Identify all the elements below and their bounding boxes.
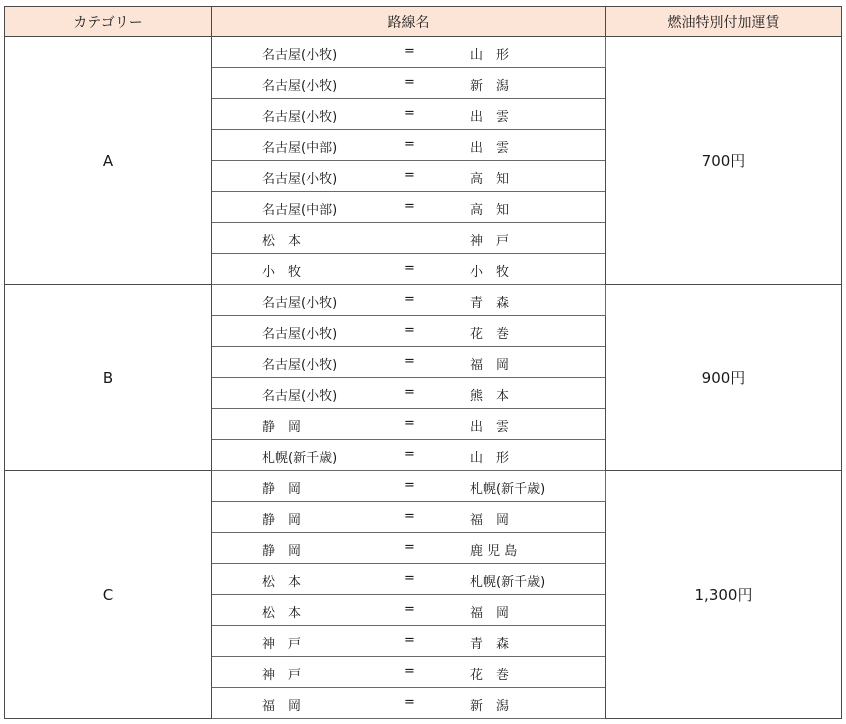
route-origin: 名古屋(小牧): [262, 110, 338, 125]
route-cell: [212, 440, 606, 471]
route-equals: =: [404, 168, 415, 183]
table-body: [5, 37, 842, 719]
route-cell: [212, 99, 606, 130]
route-cell: [212, 161, 606, 192]
route-cell: [212, 285, 606, 316]
route-cell: [212, 533, 606, 564]
route-origin: 神 戸: [262, 637, 302, 652]
route-cell: [212, 68, 606, 99]
route-cell: [212, 192, 606, 223]
route-destination: 出 雲: [470, 110, 510, 125]
header-surcharge: 燃油特別付加運賃: [606, 7, 842, 37]
route-origin: 静 岡: [262, 513, 302, 528]
route-destination: 花 巻: [470, 668, 510, 683]
fuel-surcharge-table: [4, 6, 842, 719]
route-destination: 小 牧: [470, 265, 510, 280]
route-equals: =: [404, 416, 415, 431]
route-origin: 名古屋(小牧): [262, 358, 338, 373]
route-origin: 名古屋(中部): [262, 203, 338, 218]
route-cell: [212, 254, 606, 285]
route-destination: 青 森: [470, 296, 510, 311]
route-equals: =: [404, 137, 415, 152]
route-origin: 名古屋(小牧): [262, 79, 338, 94]
route-cell: [212, 378, 606, 409]
route-destination: 新 潟: [470, 79, 510, 94]
route-origin: 名古屋(小牧): [262, 389, 338, 404]
route-destination: 出 雲: [470, 141, 510, 156]
route-origin: 名古屋(小牧): [262, 327, 338, 342]
route-cell: [212, 564, 606, 595]
header-category: カテゴリー: [5, 7, 212, 37]
route-origin: 静 岡: [262, 420, 302, 435]
route-destination: 鹿 児 島: [470, 544, 518, 559]
surcharge-cell: 700円: [606, 37, 842, 285]
route-origin: 名古屋(小牧): [262, 172, 338, 187]
route-cell: [212, 37, 606, 68]
route-equals: =: [404, 602, 415, 617]
route-equals: =: [404, 354, 415, 369]
route-cell: [212, 409, 606, 440]
route-cell: [212, 595, 606, 626]
route-equals: =: [404, 509, 415, 524]
route-destination: 熊 本: [470, 389, 510, 404]
header-route: 路線名: [212, 7, 606, 37]
route-cell: [212, 223, 606, 254]
route-equals: =: [404, 540, 415, 555]
route-destination: 福 岡: [470, 513, 510, 528]
route-cell: [212, 130, 606, 161]
route-equals: =: [404, 323, 415, 338]
route-destination: 山 形: [470, 48, 510, 63]
route-origin: 小 牧: [262, 265, 302, 280]
route-equals: =: [404, 571, 415, 586]
route-equals: =: [404, 44, 415, 59]
route-origin: 福 岡: [262, 699, 302, 714]
route-destination: 青 森: [470, 637, 510, 652]
table-row: [5, 37, 842, 68]
route-cell: [212, 471, 606, 502]
route-cell: [212, 626, 606, 657]
route-equals: =: [404, 261, 415, 276]
table-row: [5, 471, 842, 502]
route-cell: [212, 316, 606, 347]
route-equals: =: [404, 199, 415, 214]
surcharge-cell: 1,300円: [606, 471, 842, 719]
route-equals: =: [404, 447, 415, 462]
table-row: [5, 285, 842, 316]
route-destination: 花 巻: [470, 327, 510, 342]
route-equals: =: [404, 106, 415, 121]
category-cell: A: [5, 37, 212, 285]
route-equals: =: [404, 292, 415, 307]
route-equals: =: [404, 385, 415, 400]
route-origin: 名古屋(中部): [262, 141, 338, 156]
route-equals: =: [404, 664, 415, 679]
route-cell: [212, 657, 606, 688]
route-origin: 静 岡: [262, 544, 302, 559]
route-destination: 福 岡: [470, 606, 510, 621]
route-destination: 札幌(新千歳): [470, 575, 546, 590]
route-origin: 名古屋(小牧): [262, 48, 338, 63]
route-destination: 札幌(新千歳): [470, 482, 546, 497]
route-equals: =: [404, 695, 415, 710]
category-cell: B: [5, 285, 212, 471]
route-origin: 神 戸: [262, 668, 302, 683]
route-origin: 札幌(新千歳): [262, 451, 338, 466]
route-origin: 松 本: [262, 606, 302, 621]
route-destination: 高 知: [470, 172, 510, 187]
route-destination: 出 雲: [470, 420, 510, 435]
route-equals: =: [404, 75, 415, 90]
route-origin: 松 本: [262, 575, 302, 590]
route-cell: [212, 502, 606, 533]
route-destination: 山 形: [470, 451, 510, 466]
route-equals: =: [404, 633, 415, 648]
route-cell: [212, 347, 606, 378]
route-destination: 福 岡: [470, 358, 510, 373]
route-origin: 名古屋(小牧): [262, 296, 338, 311]
route-destination: 新 潟: [470, 699, 510, 714]
header-row: [5, 7, 842, 37]
surcharge-cell: 900円: [606, 285, 842, 471]
category-cell: C: [5, 471, 212, 719]
route-origin: 静 岡: [262, 482, 302, 497]
route-origin: 松 本: [262, 234, 302, 249]
route-destination: 高 知: [470, 203, 510, 218]
route-cell: [212, 688, 606, 719]
route-destination: 神 戸: [470, 234, 510, 249]
route-equals: =: [404, 478, 415, 493]
